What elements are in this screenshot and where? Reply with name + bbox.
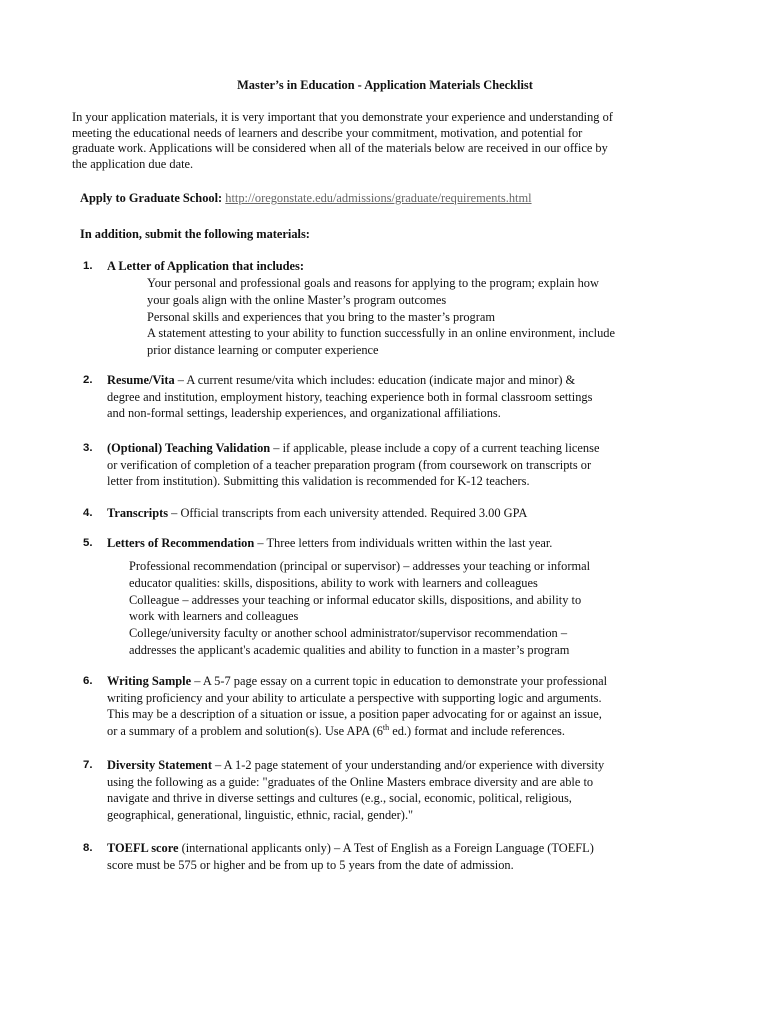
subitem-line: Personal skills and experiences that you bring to the master’s program — [147, 309, 496, 324]
item-title: Transcripts — [107, 506, 169, 520]
item-text: letter from institution). Submitting this validation is recommended for K-12 teachers. — [107, 474, 530, 488]
item-number: 1. — [83, 260, 93, 272]
item-title: Resume/Vita — [107, 373, 175, 387]
intro-line: meeting the educational needs of learners and describe your commitment, motivation, and potential for — [72, 125, 583, 140]
subitem-line: College/university faculty or another school administrator/supervisor recommendation – — [129, 626, 568, 641]
item-number: 6. — [83, 675, 93, 687]
superscript: th — [382, 722, 390, 732]
item-text: writing proficiency and your ability to articulate a perspective with supporting logic and arguments. — [107, 690, 602, 705]
subitem-line: A statement attesting to your ability to function successfully in an online environment, include — [147, 326, 615, 341]
item-text: – Official transcripts from each university attended. Required 3.00 GPA — [168, 506, 528, 520]
subitem-line: prior distance learning or computer experience — [147, 343, 379, 358]
item-text: (international applicants only) – A Test of English as a Foreign Language (TOEFL) — [178, 841, 594, 855]
intro-paragraph — [72, 110, 692, 172]
item-number: 7. — [83, 759, 93, 771]
item-text: – A 5-7 page essay on a current topic in education to demonstrate your professional — [191, 674, 608, 688]
subitem-line: educator qualities: skills, dispositions, ability to work with learners and colleagues — [129, 575, 538, 590]
apply-label: Apply to Graduate School: — [80, 191, 223, 205]
subitem-line: Colleague – addresses your teaching or informal educator skills, dispositions, and ability to — [129, 592, 582, 607]
item-title: (Optional) Teaching Validation — [107, 441, 271, 455]
item-text: geographical, generational, linguistic, ethnic, racial, gender)." — [107, 807, 414, 822]
item-text: This may be a description of a situation or issue, a position paper advocating for or against an issue, — [107, 707, 602, 721]
item-text: navigate and thrive in diverse settings and cultures (e.g., social, economic, political, religious, — [107, 791, 572, 805]
page-title: Master’s in Education - Application Materials Checklist — [237, 78, 533, 92]
item-title: A Letter of Application that includes: — [107, 259, 304, 273]
item-title: Letters of Recommendation — [107, 536, 255, 550]
subitem-line: your goals align with the online Master’s program outcomes — [147, 292, 447, 307]
addition-heading: In addition, submit the following materials: — [80, 227, 310, 241]
subitem-line: work with learners and colleagues — [129, 609, 299, 624]
item-title: Diversity Statement — [107, 758, 212, 772]
item-text: – Three letters from individuals written within the last year. — [254, 536, 553, 550]
item-text: ed.) format and include references. — [389, 723, 565, 738]
subitem-line: Professional recommendation (principal or supervisor) – addresses your teaching or informal — [129, 559, 591, 573]
item-number: 5. — [83, 537, 93, 549]
item-text: score must be 575 or higher and be from up to 5 years from the date of admission. — [107, 857, 514, 872]
apply-link[interactable]: http://oregonstate.edu/admissions/graduate/requirements.html — [225, 191, 532, 205]
intro-line: the application due date. — [72, 156, 194, 171]
item-number: 2. — [83, 374, 93, 386]
item-text: or verification of completion of a teacher preparation program (from coursework on transcripts or — [107, 457, 592, 472]
item-title: Writing Sample — [107, 674, 192, 688]
item-number: 4. — [83, 507, 93, 519]
item-text: – A current resume/vita which includes: education (indicate major and minor) & — [174, 373, 576, 387]
intro-line: In your application materials, it is very important that you demonstrate your experience and understanding of — [72, 110, 613, 124]
item-number: 8. — [83, 842, 93, 854]
item-text: or a summary of a problem and solution(s). Use APA (6 — [107, 723, 383, 738]
intro-line: graduate work. Applications will be considered when all of the materials below are received in our office by — [72, 141, 608, 156]
apply-line — [80, 191, 532, 206]
item-title: TOEFL score — [107, 841, 179, 855]
recommendation-subitems — [129, 558, 709, 659]
letter-subitems — [147, 275, 707, 359]
item-text: – A 1-2 page statement of your understanding and/or experience with diversity — [211, 758, 605, 772]
item-text: – if applicable, please include a copy of a current teaching license — [270, 441, 600, 455]
item-text: and non-formal settings, leadership experiences, and organizational affiliations. — [107, 406, 501, 420]
item-text: using the following as a guide: "graduates of the Online Masters embrace diversity and are able to — [107, 774, 594, 789]
item-number: 3. — [83, 442, 93, 454]
subitem-line: addresses the applicant's academic qualities and ability to function in a master’s program — [129, 642, 570, 657]
item-text: degree and institution, employment history, teaching experience both in formal classroom settings — [107, 389, 593, 404]
subitem-line: Your personal and professional goals and reasons for applying to the program; explain how — [147, 276, 599, 290]
